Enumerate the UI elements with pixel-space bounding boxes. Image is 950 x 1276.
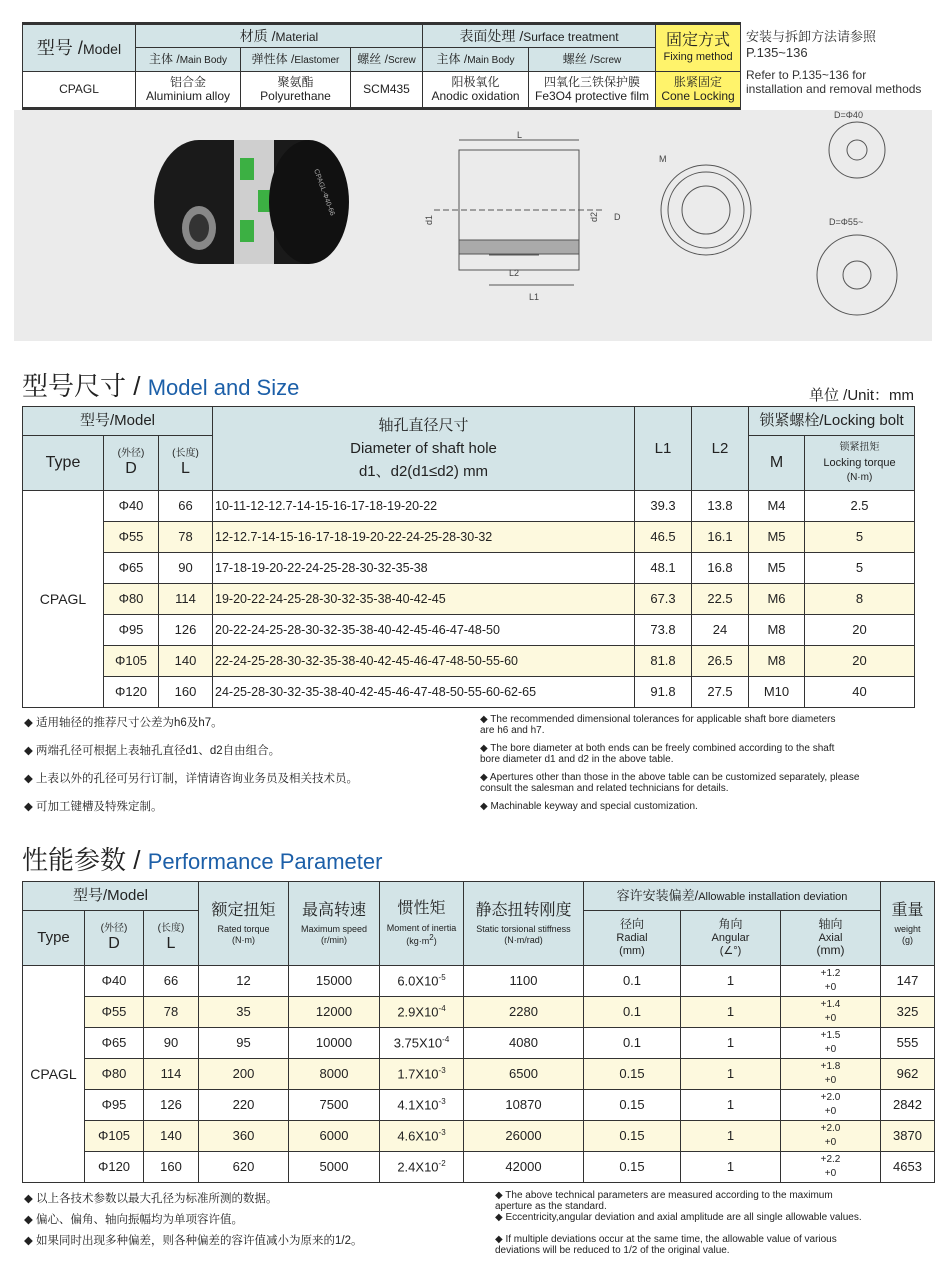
elastomer-value: 聚氨酯 Polyurethane <box>241 72 351 109</box>
surface-screw-value: 四氧化三铁保护膜 Fe3O4 protective film <box>529 72 656 109</box>
inertia-cell <box>380 966 464 997</box>
main-body-value: 铝合金 Aluminium alloy <box>136 72 241 109</box>
d-cell: Φ65 <box>104 553 159 584</box>
l-cell: 126 <box>159 615 213 646</box>
diameter-cell: 20-22-24-25-28-30-32-35-38-40-42-45-46-47-48-50 <box>213 615 635 646</box>
ang-cell: 1 <box>681 1121 781 1152</box>
note-line: ◆ Apertures other than those in the above table can be customized separately, please <box>480 772 860 783</box>
svg-text:D: D <box>614 212 621 222</box>
ang-cell: 1 <box>681 1090 781 1121</box>
ms-cell: 7500 <box>289 1090 380 1121</box>
l1-cell: 91.8 <box>635 677 692 708</box>
inertia-exp: -4 <box>442 1034 450 1044</box>
note-item <box>24 1190 278 1206</box>
table-row <box>23 522 915 553</box>
screw-value: SCM435 <box>351 72 423 109</box>
material-table <box>22 22 741 110</box>
axial-plus: +2.0 <box>820 1092 841 1103</box>
l2-cell: 16.8 <box>692 553 749 584</box>
d-header: (外径) D <box>104 436 159 491</box>
inertia-base: 1.7X10 <box>397 1066 439 1082</box>
l1-cell: 48.1 <box>635 553 692 584</box>
svg-text:L1: L1 <box>529 292 540 302</box>
rt-cell: 12 <box>199 966 289 997</box>
table-row <box>23 1121 935 1152</box>
note-item <box>495 1234 837 1256</box>
rad-cell: 0.15 <box>584 1090 681 1121</box>
d-cell: Φ95 <box>104 615 159 646</box>
rad-cell: 0.15 <box>584 1059 681 1090</box>
L-cell: 114 <box>144 1059 199 1090</box>
note-item <box>24 742 280 758</box>
table-row <box>23 1090 935 1121</box>
note-line: consult the salesman and related technicians for details. <box>480 783 729 794</box>
elastomer-header: 弹性体 /Elastomer <box>241 48 351 72</box>
axial-plus: +1.8 <box>820 1061 841 1072</box>
note-item <box>480 772 859 794</box>
note-line: ◆ 两端孔径可根据上表轴孔直径d1、d2自由组合。 <box>24 745 281 757</box>
rad-cell: 0.15 <box>584 1121 681 1152</box>
inertia-base: 3.75X10 <box>393 1035 443 1051</box>
l2-cell: 27.5 <box>692 677 749 708</box>
table-row <box>23 615 915 646</box>
rt-cell: 35 <box>199 997 289 1028</box>
m-cell: M8 <box>749 615 805 646</box>
note-line: ◆ Eccentricity,angular deviation and axial amplitude are all single allowable values. <box>495 1212 862 1223</box>
D-cell: Φ80 <box>85 1059 144 1090</box>
l-header: (长度) L <box>144 911 199 966</box>
performance-table <box>22 881 935 1183</box>
l-cell: 66 <box>159 491 213 522</box>
st-cell: 4080 <box>464 1028 584 1059</box>
inertia-exp: -5 <box>438 972 446 982</box>
rt-cell: 95 <box>199 1028 289 1059</box>
type-header: Type <box>23 911 85 966</box>
l2-header: L2 <box>692 407 749 491</box>
st-cell: 26000 <box>464 1121 584 1152</box>
diameter-cell: 24-25-28-30-32-35-38-40-42-45-46-47-48-50-55-60-62-65 <box>213 677 635 708</box>
L-cell: 160 <box>144 1152 199 1183</box>
torque-cell: 20 <box>805 646 915 677</box>
table-row <box>23 997 935 1028</box>
type-cell: CPAGL <box>23 491 104 708</box>
inertia-cell <box>380 1090 464 1121</box>
note-item <box>24 1232 363 1248</box>
torque-cell: 5 <box>805 553 915 584</box>
axial-plus: +1.2 <box>820 968 841 979</box>
axial-cell <box>781 997 881 1028</box>
rated-torque-header: 额定扭矩 Rated torque (N·m) <box>199 882 289 966</box>
axial-cell <box>781 1152 881 1183</box>
type-cell: CPAGL <box>23 966 85 1183</box>
main-body-header: 主体 /Main Body <box>136 48 241 72</box>
axial-cell <box>781 1028 881 1059</box>
axial-cell <box>781 966 881 997</box>
rad-cell: 0.1 <box>584 997 681 1028</box>
side-view-drawing <box>434 140 604 285</box>
l-cell: 78 <box>159 522 213 553</box>
note-line: ◆ Machinable keyway and special customization. <box>480 801 698 812</box>
inertia-base: 6.0X10 <box>397 973 439 989</box>
axial-minus: +0 <box>824 1013 837 1024</box>
diameter-cell: 17-18-19-20-22-24-25-28-30-32-35-38 <box>213 553 635 584</box>
torque-cell: 40 <box>805 677 915 708</box>
inertia-cell <box>380 997 464 1028</box>
st-cell: 1100 <box>464 966 584 997</box>
inertia-base: 4.6X10 <box>397 1128 439 1144</box>
ang-cell: 1 <box>681 966 781 997</box>
axial-plus: +1.4 <box>820 999 841 1010</box>
note-item <box>495 1190 833 1212</box>
D-cell: Φ120 <box>85 1152 144 1183</box>
st-cell: 2280 <box>464 997 584 1028</box>
model-size-table <box>22 406 915 708</box>
svg-text:D=Φ55~: D=Φ55~ <box>829 217 864 227</box>
axial-header: 轴向 Axial (mm) <box>781 911 881 966</box>
inertia-cell <box>380 1152 464 1183</box>
torque-cell: 20 <box>805 615 915 646</box>
product-image-area <box>14 110 932 341</box>
L-cell: 140 <box>144 1121 199 1152</box>
L-cell: 126 <box>144 1090 199 1121</box>
weight-cell: 962 <box>881 1059 935 1090</box>
table-row <box>23 1152 935 1183</box>
weight-cell: 325 <box>881 997 935 1028</box>
install-note-cn: 安装与拆卸方法请参照 P.135~136 <box>746 29 877 60</box>
note-line: are h6 and h7. <box>480 725 545 736</box>
L-cell: 66 <box>144 966 199 997</box>
d-cell: Φ40 <box>104 491 159 522</box>
surface-header: 表面处理 /Surface treatment <box>423 24 656 48</box>
rad-cell: 0.1 <box>584 1028 681 1059</box>
st-cell: 6500 <box>464 1059 584 1090</box>
note-line: ◆ If multiple deviations occur at the same time, the allowable value of various <box>495 1234 837 1245</box>
ang-cell: 1 <box>681 997 781 1028</box>
m-cell: M6 <box>749 584 805 615</box>
D-cell: Φ95 <box>85 1090 144 1121</box>
l1-cell: 46.5 <box>635 522 692 553</box>
rt-cell: 360 <box>199 1121 289 1152</box>
axial-cell <box>781 1121 881 1152</box>
diameter-cell: 10-11-12-12.7-14-15-16-17-18-19-20-22 <box>213 491 635 522</box>
inertia-exp: -3 <box>438 1065 446 1075</box>
stiffness-header: 静态扭转刚度 Static torsional stiffness (N·m/rad) <box>464 882 584 966</box>
table-row <box>23 584 915 615</box>
st-cell: 42000 <box>464 1152 584 1183</box>
d-cell: Φ120 <box>104 677 159 708</box>
axial-minus: +0 <box>824 1106 837 1117</box>
coupling-photo <box>154 140 349 264</box>
L-cell: 90 <box>144 1028 199 1059</box>
table-row <box>23 646 915 677</box>
max-speed-header: 最高转速 Maximum speed (r/min) <box>289 882 380 966</box>
note-item <box>480 801 698 812</box>
weight-cell: 3870 <box>881 1121 935 1152</box>
l-cell: 140 <box>159 646 213 677</box>
D-cell: Φ65 <box>85 1028 144 1059</box>
table-row <box>23 677 915 708</box>
inertia-exp: -4 <box>438 1003 446 1013</box>
m-cell: M10 <box>749 677 805 708</box>
product-photo <box>14 110 932 341</box>
D-cell: Φ40 <box>85 966 144 997</box>
weight-cell: 4653 <box>881 1152 935 1183</box>
surface-main-value: 阳极氧化 Anodic oxidation <box>423 72 529 109</box>
ang-cell: 1 <box>681 1059 781 1090</box>
rt-cell: 200 <box>199 1059 289 1090</box>
D-cell: Φ105 <box>85 1121 144 1152</box>
note-line: aperture as the standard. <box>495 1201 607 1212</box>
l1-header: L1 <box>635 407 692 491</box>
table-row <box>23 553 915 584</box>
inertia-base: 4.1X10 <box>397 1097 439 1113</box>
inertia-header: 惯性矩 Moment of inertia $(kg\cdot m^2)$ <box>380 882 464 966</box>
model-header: 型号 /Model <box>23 24 136 72</box>
ang-cell: 1 <box>681 1028 781 1059</box>
install-note-en: Refer to P.135~136 for installation and removal methods <box>746 68 922 96</box>
axial-minus: +0 <box>824 982 837 993</box>
note-line: ◆ 以上各技术参数以最大孔径为标准所测的数据。 <box>24 1193 278 1205</box>
material-header: 材质 /Material <box>136 24 423 48</box>
fixing-value: 胀紧固定 Cone Locking <box>656 72 741 109</box>
note-item <box>24 1211 243 1227</box>
svg-text:L: L <box>517 130 523 140</box>
fixing-header: 固定方式 Fixing method <box>656 24 741 72</box>
ms-cell: 8000 <box>289 1059 380 1090</box>
svg-text:d2: d2 <box>589 211 599 222</box>
ms-cell: 15000 <box>289 966 380 997</box>
note-line: ◆ 适用轴径的推荐尺寸公差为h6及h7。 <box>24 717 223 729</box>
st-cell: 10870 <box>464 1090 584 1121</box>
inertia-exp: -2 <box>438 1158 446 1168</box>
table-row <box>23 966 935 997</box>
l-cell: 90 <box>159 553 213 584</box>
ms-cell: 12000 <box>289 997 380 1028</box>
note-line: ◆ The recommended dimensional tolerances for applicable shaft bore diameters <box>480 714 836 725</box>
diameter-cell: 12-12.7-14-15-16-17-18-19-20-22-24-25-28-30-32 <box>213 522 635 553</box>
table-row <box>23 1059 935 1090</box>
l2-cell: 16.1 <box>692 522 749 553</box>
rt-cell: 220 <box>199 1090 289 1121</box>
model-value: CPAGL <box>23 72 136 109</box>
svg-text:L2: L2 <box>509 268 520 278</box>
type-header: Type <box>23 436 104 491</box>
note-line: ◆ 可加工键槽及特殊定制。 <box>24 801 163 813</box>
l2-cell: 22.5 <box>692 584 749 615</box>
table-row <box>23 491 915 522</box>
screw-header: 螺丝 /Screw <box>351 48 423 72</box>
ang-cell: 1 <box>681 1152 781 1183</box>
inertia-cell <box>380 1059 464 1090</box>
axial-minus: +0 <box>824 1075 837 1086</box>
rad-cell: 0.15 <box>584 1152 681 1183</box>
weight-header: 重量 weight (g) <box>881 882 935 966</box>
performance-title: 性能参数 / Performance Parameter <box>22 845 383 875</box>
weight-cell: 555 <box>881 1028 935 1059</box>
axial-plus: +2.0 <box>820 1123 841 1134</box>
surface-main-header: 主体 /Main Body <box>423 48 529 72</box>
note-line: ◆ 偏心、偏角、轴向振幅均为单项容许值。 <box>24 1214 244 1226</box>
note-line: ◆ 如果同时出现多种偏差，则各种偏差的容许值减小为原来的1/2。 <box>24 1235 363 1247</box>
axial-minus: +0 <box>824 1137 837 1148</box>
diameter-header: 轴孔直径尺寸 Diameter of shaft hole d1、d2(d1≤d2) mm <box>213 407 635 491</box>
l1-cell: 73.8 <box>635 615 692 646</box>
d-cell: Φ80 <box>104 584 159 615</box>
d-header: (外径) D <box>85 911 144 966</box>
torque-cell: 8 <box>805 584 915 615</box>
note-item <box>495 1212 862 1223</box>
inertia-base: 2.9X10 <box>397 1004 439 1020</box>
l-cell: 114 <box>159 584 213 615</box>
ms-cell: 10000 <box>289 1028 380 1059</box>
m-cell: M4 <box>749 491 805 522</box>
note-item <box>480 743 834 765</box>
table-row <box>23 1028 935 1059</box>
l1-cell: 67.3 <box>635 584 692 615</box>
inertia-cell <box>380 1121 464 1152</box>
deviation-header: 容许安装偏差/Allowable installation deviation <box>584 882 881 911</box>
svg-text:d1: d1 <box>424 214 434 225</box>
axial-minus: +0 <box>824 1044 837 1055</box>
l2-cell: 24 <box>692 615 749 646</box>
l1-cell: 81.8 <box>635 646 692 677</box>
axial-cell <box>781 1090 881 1121</box>
torque-cell: 5 <box>805 522 915 553</box>
rt-cell: 620 <box>199 1152 289 1183</box>
ms-cell: 5000 <box>289 1152 380 1183</box>
torque-cell: 2.5 <box>805 491 915 522</box>
note-line: ◆ The above technical parameters are measured according to the maximum <box>495 1190 833 1201</box>
note-line: ◆ The bore diameter at both ends can be freely combined according to the shaft <box>480 743 835 754</box>
weight-cell: 147 <box>881 966 935 997</box>
axial-cell <box>781 1059 881 1090</box>
inertia-exp: -3 <box>438 1127 446 1137</box>
rad-cell: 0.1 <box>584 966 681 997</box>
l-header: (长度) L <box>159 436 213 491</box>
weight-cell: 2842 <box>881 1090 935 1121</box>
model-header: 型号/Model <box>23 407 213 436</box>
svg-text:CPAGL-Φ40-66: CPAGL-Φ40-66 <box>312 168 336 217</box>
radial-header: 径向 Radial (mm) <box>584 911 681 966</box>
ms-cell: 6000 <box>289 1121 380 1152</box>
axial-minus: +0 <box>824 1168 837 1179</box>
axial-plus: +1.5 <box>820 1030 841 1041</box>
m-header: M <box>749 436 805 491</box>
surface-screw-header: 螺丝 /Screw <box>529 48 656 72</box>
inertia-cell <box>380 1028 464 1059</box>
l-cell: 160 <box>159 677 213 708</box>
l2-cell: 26.5 <box>692 646 749 677</box>
diameter-cell: 22-24-25-28-30-32-35-38-40-42-45-46-47-48-50-55-60 <box>213 646 635 677</box>
model-header: 型号/Model <box>23 882 199 911</box>
note-item <box>24 798 163 814</box>
svg-text:M: M <box>659 154 667 164</box>
svg-text:D=Φ40: D=Φ40 <box>834 110 863 120</box>
l1-cell: 39.3 <box>635 491 692 522</box>
m-cell: M8 <box>749 646 805 677</box>
note-item <box>24 770 358 786</box>
locking-bolt-header: 锁紧螺栓/Locking bolt <box>749 407 915 436</box>
torque-header: 锁紧扭矩 Locking torque (N·m) <box>805 436 915 491</box>
d-cell: Φ55 <box>104 522 159 553</box>
D-cell: Φ55 <box>85 997 144 1028</box>
m-cell: M5 <box>749 553 805 584</box>
l2-cell: 13.8 <box>692 491 749 522</box>
model-size-title: 型号尺寸 / Model and Size <box>22 371 300 401</box>
d-cell: Φ105 <box>104 646 159 677</box>
inertia-exp: -3 <box>438 1096 446 1106</box>
m-cell: M5 <box>749 522 805 553</box>
note-item <box>480 714 835 736</box>
note-line: deviations will be reduced to 1/2 of the original value. <box>495 1245 730 1256</box>
inertia-base: 2.4X10 <box>397 1159 439 1175</box>
angular-header: 角向 Angular (∠°) <box>681 911 781 966</box>
unit-label: 单位 /Unit：mm <box>808 387 914 404</box>
L-cell: 78 <box>144 997 199 1028</box>
note-line: ◆ 上表以外的孔径可另行订制，详情请咨询业务员及相关技术员。 <box>24 773 359 785</box>
diameter-cell: 19-20-22-24-25-28-30-32-35-38-40-42-45 <box>213 584 635 615</box>
axial-plus: +2.2 <box>820 1154 841 1165</box>
note-item <box>24 714 223 730</box>
note-line: bore diameter d1 and d2 in the above table. <box>480 754 674 765</box>
